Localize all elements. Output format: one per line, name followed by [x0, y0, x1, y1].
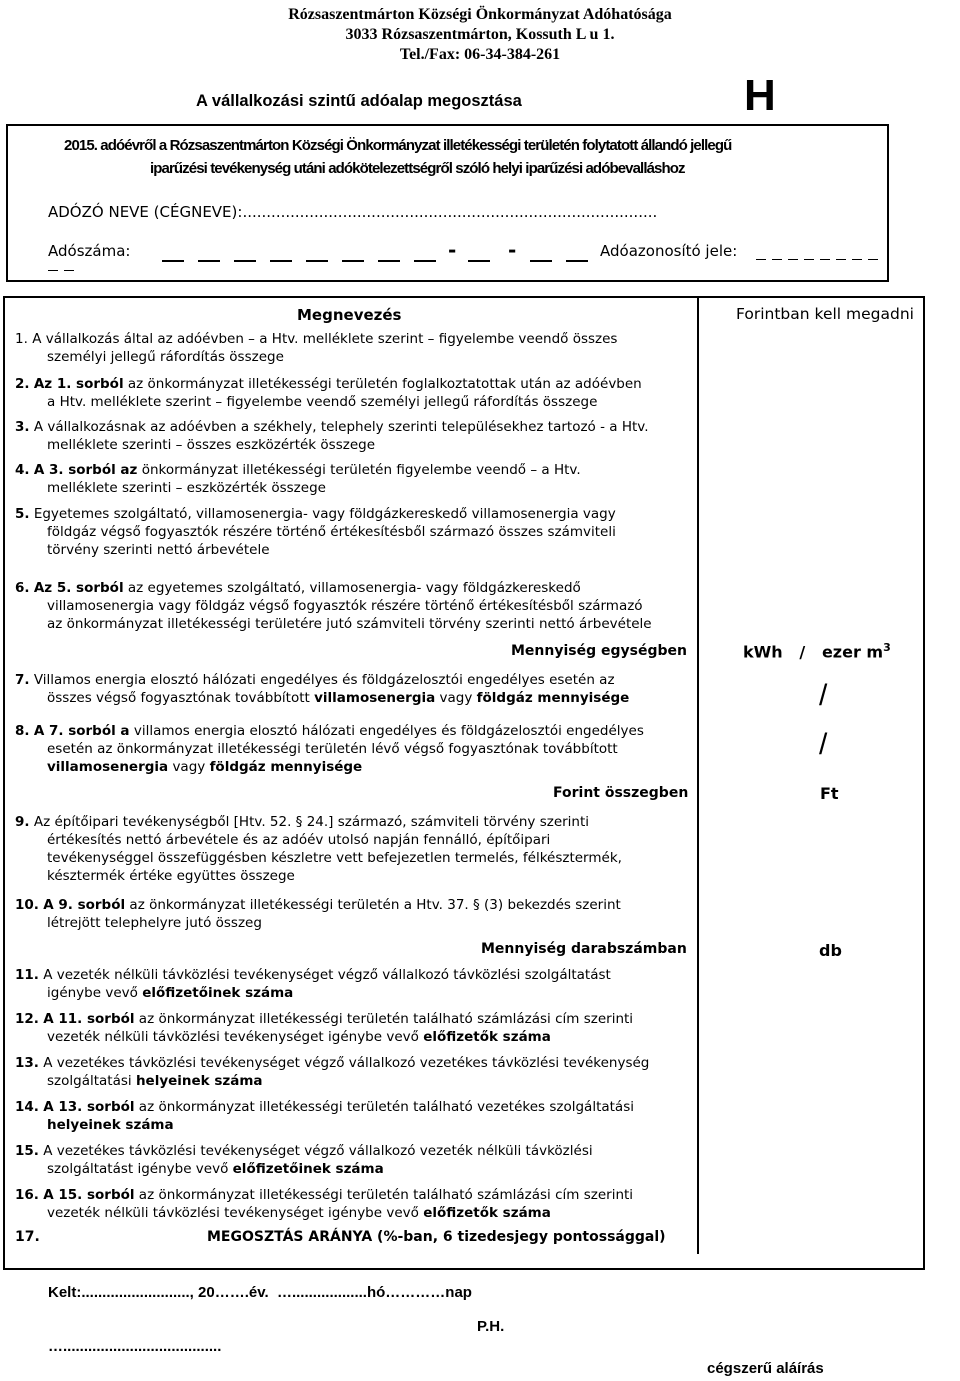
row-14: 14. A 13. sorból az önkormányzat illetékességi területén található vezetékes szolgáltatási helyeinek száma — [15, 1099, 634, 1133]
row-7: 7. Villamos energia elosztó hálózati engedélyes és földgázelosztói engedélyes esetén az összes végső fogyasztónak továbbított villamosenergia vagy földgáz mennyisége — [15, 672, 630, 706]
date-line[interactable]: Kelt:.........................., 20…….év. …..................hó…………nap — [48, 1284, 472, 1301]
row-6: 6. Az 5. sorból az egyetemes szolgáltató, villamosenergia- vagy földgázkereskedő villamosenergia vagy földgáz végső fogyasztók részére történő értékesítésből származó az önkormányzat illetékességi területére jutó számviteli törvény szerinti nettó árbevétele — [15, 580, 652, 632]
signature-label: cégszerű aláírás — [707, 1360, 824, 1377]
piece-unit: db — [819, 941, 842, 960]
forint-unit: Ft — [820, 784, 839, 803]
row-13: 13. A vezetékes távközlési tevékenységet végző vállalkozó vezetékes távközlési tevékenység szolgáltatási helyeinek száma — [15, 1055, 650, 1089]
authority-name: Rózsaszentmárton Községi Önkormányzat Adóhatósága — [288, 6, 672, 23]
row-16: 16. A 15. sorból az önkormányzat illetékességi területén található számlázási cím szerinti vezeték nélküli távközlési tevékenységet igénybe vevő előfizetők száma — [15, 1187, 634, 1221]
row-1-value-field[interactable] — [699, 328, 925, 372]
tax-number-label: Adószáma: — [48, 242, 131, 260]
tax-id-label: Adóazonosító jele: — [600, 242, 738, 260]
row-10: 10. A 9. sorból az önkormányzat illetékességi területén a Htv. 37. § (3) bekezdés szerint létrejött telephelyre jutó összeg — [15, 897, 621, 931]
row-6-value-field[interactable] — [699, 576, 925, 640]
row-16-value-field[interactable] — [699, 1184, 925, 1226]
row-4: 4. A 3. sorból az önkormányzat illetékességi területén figyelembe veendő – a Htv. melléklete szerinti – eszközérték összege — [15, 462, 581, 496]
form-letter: H — [744, 71, 776, 120]
row-3: 3. A vállalkozásnak az adóévben a székhely, telephely szerinti településekhez tartozó - a Htv. melléklete szerinti – összes eszközérték összege — [15, 419, 649, 453]
row-15: 15. A vezetékes távközlési tevékenységet végző vállalkozó vezeték nélküli távközlési szolgáltatást igénybe vevő előfizetőinek száma — [15, 1143, 593, 1177]
row-11-value-field[interactable] — [699, 964, 925, 1006]
row-3-value-field[interactable] — [699, 416, 925, 456]
declaration-table — [3, 296, 925, 1270]
row-4-value-field[interactable] — [699, 458, 925, 498]
row-5-value-field[interactable] — [699, 502, 925, 562]
forint-label: Forint összegben — [553, 785, 689, 801]
row-17-number: 17. — [15, 1229, 40, 1245]
intro-line-2: iparűzési tevékenység utáni adókötelezettségről szóló helyi iparűzési adóbevalláshoz — [150, 160, 685, 177]
row-7-value-field[interactable] — [699, 668, 925, 712]
row-17-label: MEGOSZTÁS ARÁNYA (%-ban, 6 tizedesjegy pontossággal) — [207, 1229, 666, 1245]
authority-phone: Tel./Fax: 06-34-384-261 — [399, 46, 561, 63]
qty-unit-value: kWh / ezer $m^3$ — [743, 641, 891, 662]
row-9: 9. Az építőipari tevékenységből [Htv. 52. § 24.] származó, számviteli törvény szerinti értékesítés nettó árbevétele és az adóév utolsó napján fennálló, építőipari tevékenységgel összefüggésben készletre vett befejezetlen termelés, félkésztermék, késztermék értéke együttes összege — [15, 814, 622, 884]
signature-dots[interactable]: …...................................... — [48, 1338, 222, 1355]
row-2: 2. Az 1. sorból az önkormányzat illetékességi területén foglalkoztatottak után az adóévben a Htv. melléklete szerint – figyelembe veendő személyi jellegű ráfordítás összege — [15, 376, 642, 410]
taxpayer-name-field[interactable]: ADÓZÓ NEVE (CÉGNEVE):....................................................................................... — [48, 203, 658, 221]
row-8: 8. A 7. sorból a villamos energia elosztó hálózati engedélyes és földgázelosztói engedélyes esetén az önkormányzat illetékességi területén lévő végső fogyasztónak továbbított villamosenergia vagy földgáz mennyisége — [15, 723, 644, 775]
row-9-value-field[interactable] — [699, 810, 925, 888]
row-10-value-field[interactable] — [699, 894, 925, 934]
row-14-value-field[interactable] — [699, 1096, 925, 1138]
tax-id-field[interactable] — [756, 242, 881, 264]
row-7-slash: / — [819, 679, 828, 712]
piece-label: Mennyiség darabszámban — [481, 941, 687, 957]
row-12-value-field[interactable] — [699, 1008, 925, 1050]
form-title: A vállalkozási szintű adóalap megosztása — [196, 92, 522, 110]
row-2-value-field[interactable] — [699, 374, 925, 414]
authority-address: 3033 Rózsaszentmárton, Kossuth L u 1. — [345, 26, 615, 43]
col-header-name: Megnevezés — [297, 306, 402, 324]
row-8-slash: / — [819, 728, 828, 761]
row-8-value-field[interactable] — [699, 718, 925, 780]
stamp-placeholder: P.H. — [477, 1318, 505, 1335]
row-11: 11. A vezeték nélküli távközlési tevékenységet végző vállalkozó távközlési szolgáltatást igénybe vevő előfizetőinek száma — [15, 967, 611, 1001]
row-17-value-field[interactable] — [699, 1226, 925, 1254]
qty-unit-label: Mennyiség egységben — [511, 643, 687, 659]
row-5: 5. Egyetemes szolgáltató, villamosenergia- vagy földgázkereskedő villamosenergia vagy földgáz végső fogyasztók részére történő értékesítésből származó összes számviteli törvény szerinti nettó árbevétele — [15, 506, 616, 558]
row-12: 12. A 11. sorból az önkormányzat illetékességi területén található számlázási cím szerinti vezeték nélküli távközlési tevékenységet igénybe vevő előfizetők száma — [15, 1011, 634, 1045]
row-13-value-field[interactable] — [699, 1052, 925, 1094]
col-header-value: Forintban kell megadni — [736, 305, 914, 323]
row-15-value-field[interactable] — [699, 1140, 925, 1182]
row-1: 1. A vállalkozás által az adóévben – a Htv. melléklete szerint – figyelembe veendő összes személyi jellegű ráfordítás összege — [15, 331, 618, 365]
taxpayer-box — [6, 124, 889, 282]
intro-line-1: 2015. adóévről a Rózsaszentmárton Községi Önkormányzat illetékességi területén folytatott állandó jellegű — [64, 137, 732, 154]
tax-number-field[interactable]: - - — [162, 242, 592, 264]
tax-id-field-continuation — [48, 264, 78, 274]
